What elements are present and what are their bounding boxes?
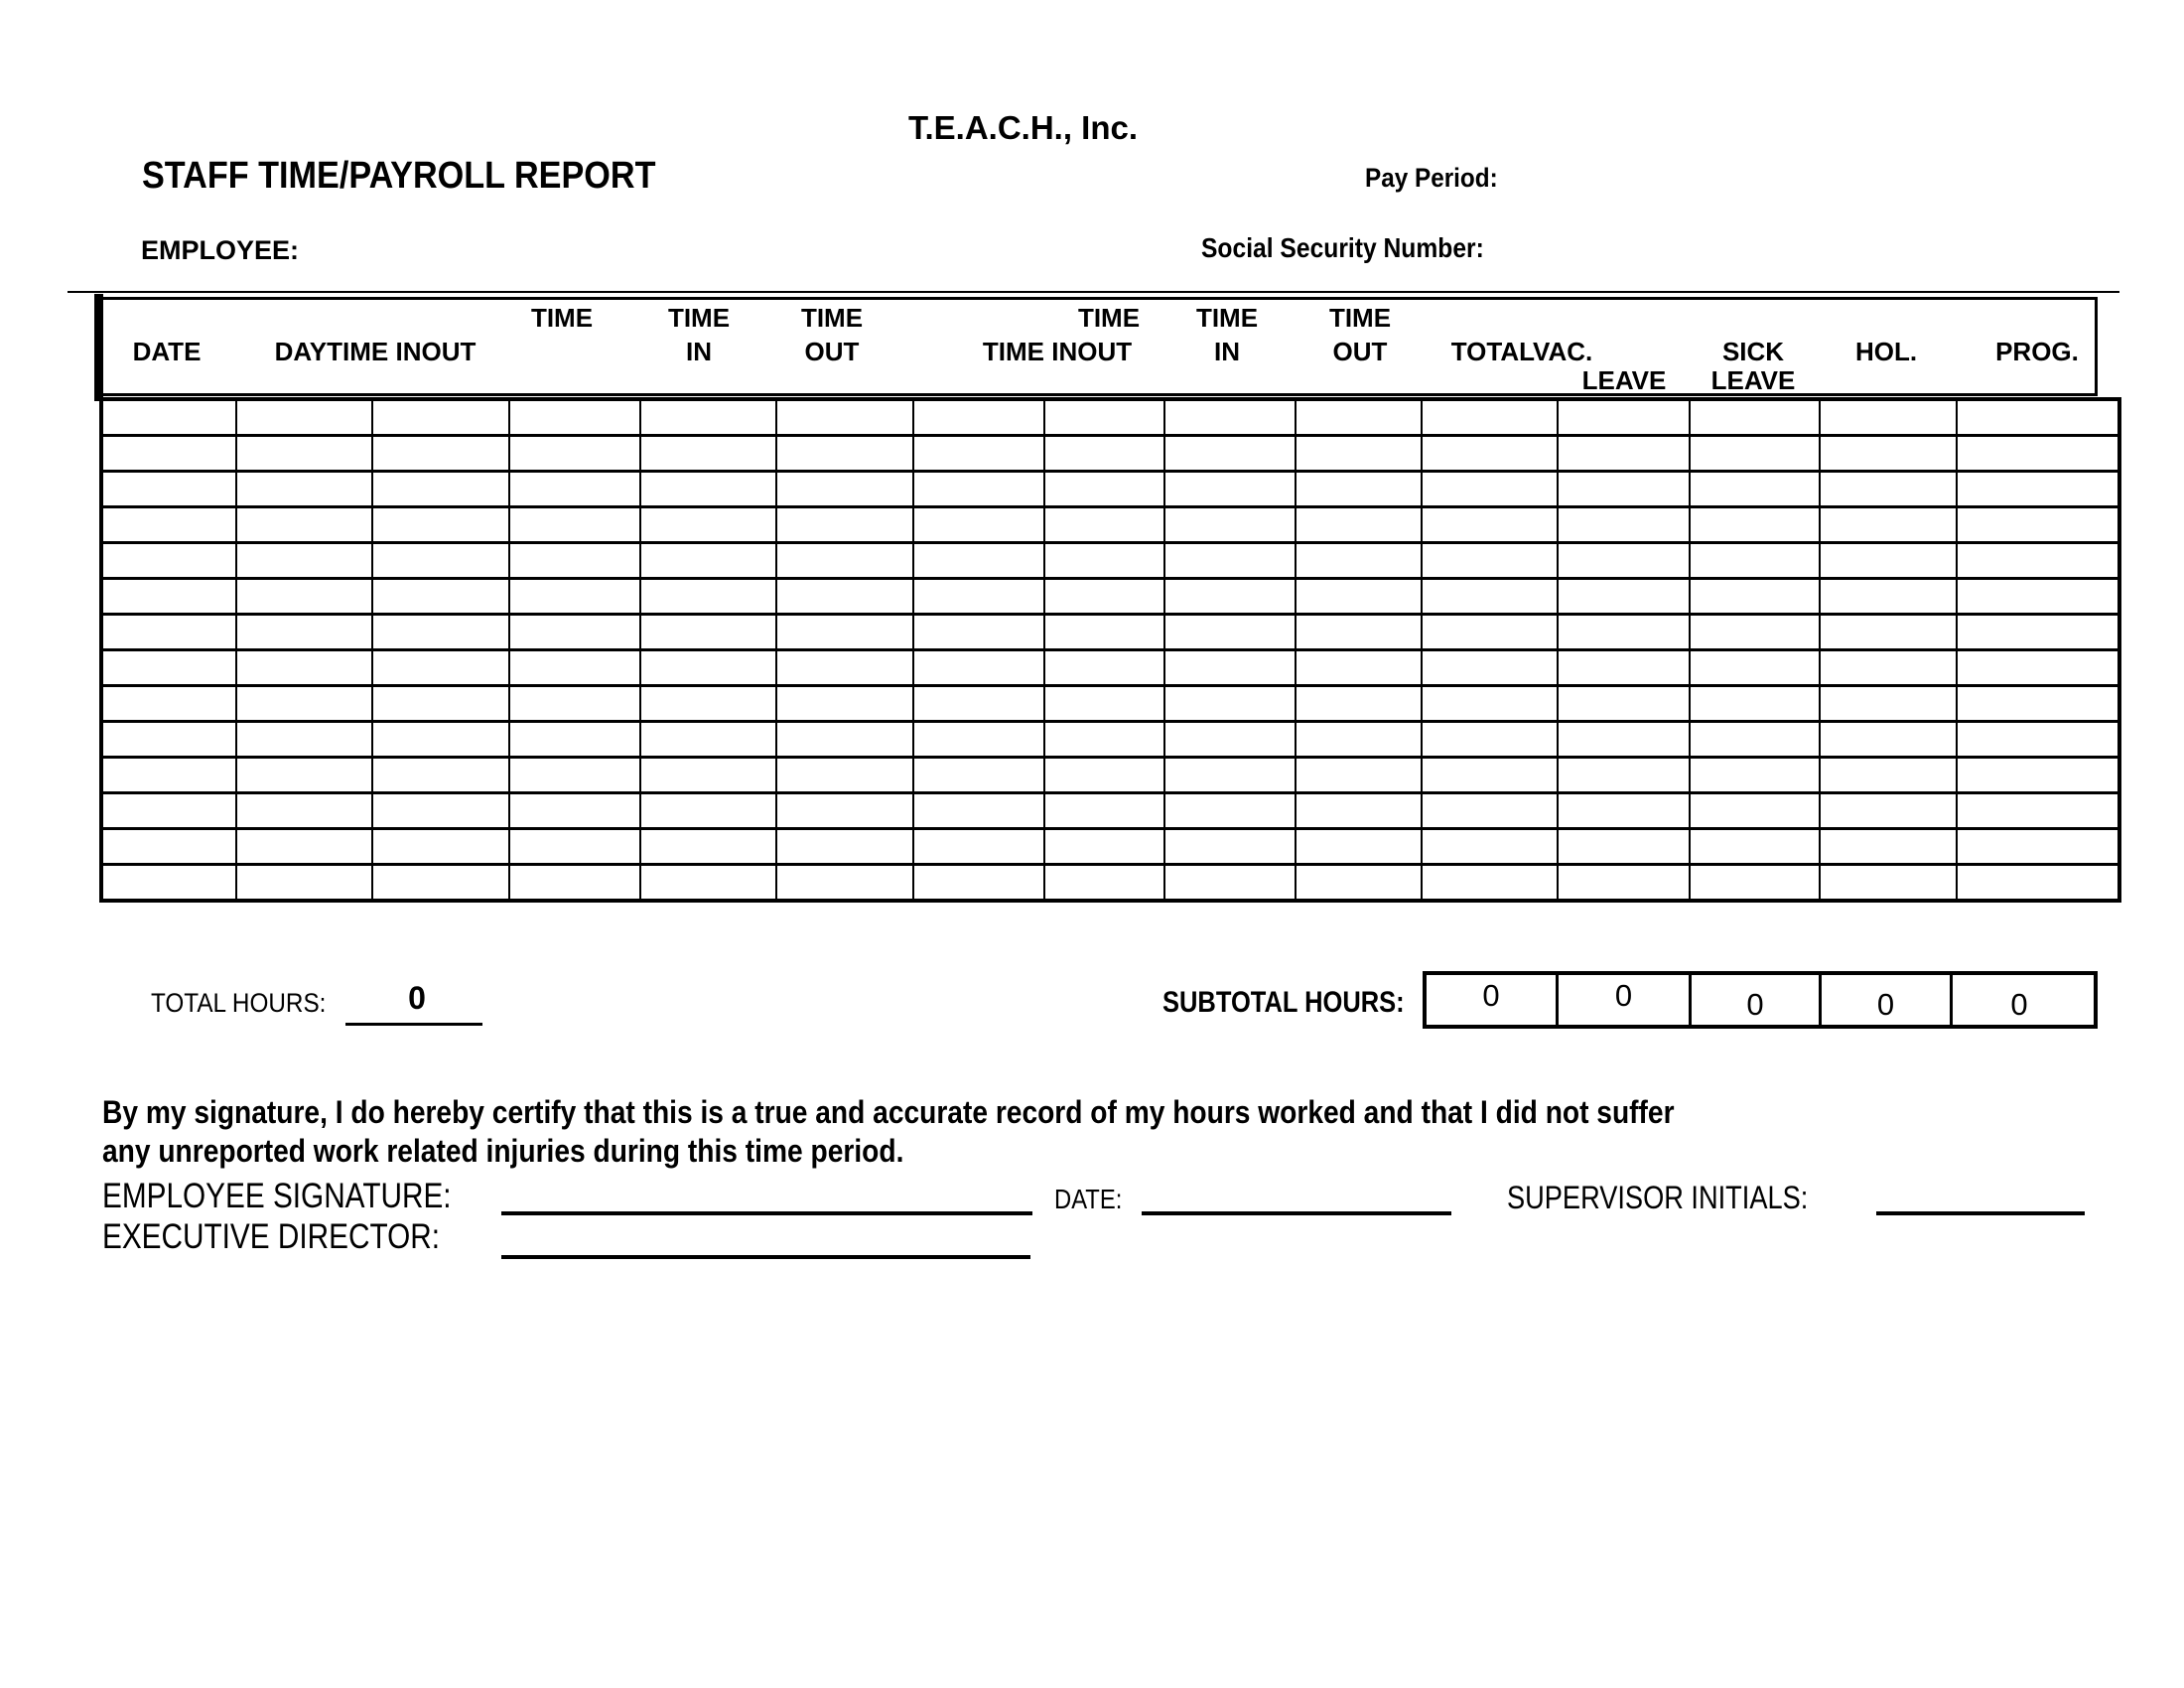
grid-cell[interactable] (101, 865, 236, 902)
grid-cell[interactable] (509, 865, 640, 902)
grid-cell[interactable] (1164, 543, 1296, 579)
grid-cell[interactable] (1558, 793, 1690, 829)
grid-cell[interactable] (509, 829, 640, 865)
header-time-6-label: TIME (1328, 303, 1392, 333)
grid-cell[interactable] (372, 758, 509, 793)
grid-cell[interactable] (1957, 472, 2119, 507)
grid-cell[interactable] (1044, 399, 1164, 436)
date-line[interactable] (1142, 1211, 1451, 1215)
supervisor-initials-line[interactable] (1876, 1211, 2085, 1215)
grid-cell[interactable] (1044, 722, 1164, 758)
grid-cell[interactable] (1690, 758, 1820, 793)
grid-cell[interactable] (640, 722, 776, 758)
grid-cell[interactable] (101, 399, 236, 436)
grid-cell[interactable] (640, 615, 776, 650)
employee-signature-label: EMPLOYEE SIGNATURE: (102, 1177, 452, 1215)
grid-cell[interactable] (236, 865, 372, 902)
grid-cell[interactable] (1044, 650, 1164, 686)
grid-cell[interactable] (1558, 436, 1690, 472)
grid-cell[interactable] (1296, 686, 1422, 722)
grid-cell[interactable] (640, 829, 776, 865)
header-time-2-label: TIME (667, 303, 731, 333)
grid-cell[interactable] (1164, 793, 1296, 829)
grid-cell[interactable] (1690, 865, 1820, 902)
total-hours-label: TOTAL HOURS: (151, 988, 327, 1018)
grid-row (101, 722, 2119, 758)
grid-cell[interactable] (913, 399, 1044, 436)
subtotal-cell-total: 0 (1427, 975, 1559, 1025)
grid-cell[interactable] (1820, 829, 1957, 865)
grid-cell[interactable] (1164, 829, 1296, 865)
top-rule (68, 291, 2119, 293)
grid-cell[interactable] (1820, 758, 1957, 793)
grid-cell[interactable] (1690, 793, 1820, 829)
grid-cell[interactable] (1690, 472, 1820, 507)
header-in-2-label: IN (1214, 337, 1240, 366)
executive-director-line[interactable] (501, 1255, 1030, 1259)
grid-cell[interactable] (509, 472, 640, 507)
grid-cell[interactable] (640, 650, 776, 686)
grid-cell[interactable] (1164, 436, 1296, 472)
grid-cell[interactable] (1558, 865, 1690, 902)
grid-cell[interactable] (1957, 507, 2119, 543)
grid-cell[interactable] (372, 579, 509, 615)
grid-cell[interactable] (101, 829, 236, 865)
grid-cell[interactable] (101, 793, 236, 829)
grid-cell[interactable] (1422, 793, 1558, 829)
grid-cell[interactable] (1044, 579, 1164, 615)
grid-cell[interactable] (1044, 686, 1164, 722)
grid-cell[interactable] (1164, 579, 1296, 615)
header-sick-label: SICK (1721, 337, 1785, 366)
header-out-2-label: OUT (1332, 337, 1388, 366)
grid-cell[interactable] (1164, 650, 1296, 686)
grid-cell[interactable] (1820, 579, 1957, 615)
grid-cell[interactable] (1957, 650, 2119, 686)
grid-cell[interactable] (101, 507, 236, 543)
grid-cell[interactable] (1957, 579, 2119, 615)
grid-cell[interactable] (101, 650, 236, 686)
grid-cell[interactable] (236, 686, 372, 722)
header-date-label: DATE (132, 337, 202, 366)
grid-cell[interactable] (776, 722, 913, 758)
grid-cell[interactable] (1422, 507, 1558, 543)
grid-cell[interactable] (101, 472, 236, 507)
grid-cell[interactable] (1957, 758, 2119, 793)
grid-cell[interactable] (1690, 399, 1820, 436)
grid-cell[interactable] (1558, 686, 1690, 722)
grid-cell[interactable] (236, 579, 372, 615)
grid-row (101, 650, 2119, 686)
header-sick-leave-label: LEAVE (1710, 365, 1796, 395)
grid-cell[interactable] (1558, 829, 1690, 865)
grid-cell[interactable] (509, 758, 640, 793)
grid-cell[interactable] (509, 686, 640, 722)
grid-cell[interactable] (236, 399, 372, 436)
grid-cell[interactable] (1957, 615, 2119, 650)
grid-cell[interactable] (372, 472, 509, 507)
grid-cell[interactable] (1422, 758, 1558, 793)
grid-cell[interactable] (236, 436, 372, 472)
grid-cell[interactable] (776, 829, 913, 865)
grid-cell[interactable] (640, 436, 776, 472)
grid-cell[interactable] (1044, 758, 1164, 793)
grid-cell[interactable] (372, 615, 509, 650)
grid-cell[interactable] (372, 793, 509, 829)
grid-cell[interactable] (1690, 686, 1820, 722)
grid-row (101, 793, 2119, 829)
grid-cell[interactable] (1422, 650, 1558, 686)
grid-cell[interactable] (236, 722, 372, 758)
grid-cell[interactable] (1820, 686, 1957, 722)
grid-cell[interactable] (509, 579, 640, 615)
grid-cell[interactable] (1558, 722, 1690, 758)
grid-cell[interactable] (236, 793, 372, 829)
grid-cell[interactable] (236, 758, 372, 793)
grid-cell[interactable] (1558, 650, 1690, 686)
subtotal-cell-vac: 0 (1559, 975, 1692, 1025)
grid-cell[interactable] (1820, 865, 1957, 902)
header-out-1-label: OUT (804, 337, 860, 366)
grid-cell[interactable] (913, 472, 1044, 507)
grid-cell[interactable] (913, 722, 1044, 758)
grid-cell[interactable] (1558, 399, 1690, 436)
grid-cell[interactable] (1690, 507, 1820, 543)
grid-cell[interactable] (913, 865, 1044, 902)
grid-cell[interactable] (1690, 436, 1820, 472)
grid-row (101, 399, 2119, 436)
header-time-inout-label: TIME INOUT (982, 337, 1133, 366)
header-hol-label: HOL. (1854, 337, 1918, 366)
grid-cell[interactable] (776, 758, 913, 793)
certification-line-2: any unreported work related injuries during this time period. (102, 1133, 904, 1169)
grid-cell[interactable] (913, 615, 1044, 650)
grid-cell[interactable] (372, 650, 509, 686)
grid-cell[interactable] (1957, 436, 2119, 472)
grid-cell[interactable] (1558, 507, 1690, 543)
header-in-1-label: IN (686, 337, 712, 366)
grid-cell[interactable] (776, 436, 913, 472)
grid-cell[interactable] (1957, 686, 2119, 722)
grid-row (101, 865, 2119, 902)
grid-cell[interactable] (640, 507, 776, 543)
subtotal-cell-prog: 0 (2010, 987, 2028, 1022)
grid-cell[interactable] (1422, 543, 1558, 579)
grid-cell[interactable] (776, 650, 913, 686)
grid-row (101, 758, 2119, 793)
subtotal-hours-label: SUBTOTAL HOURS: (1162, 986, 1405, 1019)
grid-cell[interactable] (1296, 472, 1422, 507)
grid-cell[interactable] (1690, 722, 1820, 758)
grid-cell[interactable] (640, 865, 776, 902)
grid-cell[interactable] (236, 650, 372, 686)
grid-cell[interactable] (1820, 650, 1957, 686)
grid-cell[interactable] (509, 615, 640, 650)
grid-cell[interactable] (913, 758, 1044, 793)
grid-cell[interactable] (640, 543, 776, 579)
grid-cell[interactable] (1820, 615, 1957, 650)
employee-label: EMPLOYEE: (141, 235, 300, 265)
grid-cell[interactable] (101, 436, 236, 472)
grid-cell[interactable] (1957, 829, 2119, 865)
grid-cell[interactable] (1164, 758, 1296, 793)
grid-cell[interactable] (913, 829, 1044, 865)
grid-cell[interactable] (776, 472, 913, 507)
grid-cell[interactable] (236, 543, 372, 579)
grid-cell[interactable] (1164, 722, 1296, 758)
grid-cell[interactable] (1422, 436, 1558, 472)
grid-cell[interactable] (236, 829, 372, 865)
grid-cell[interactable] (1296, 615, 1422, 650)
grid-cell[interactable] (372, 722, 509, 758)
grid-cell[interactable] (1422, 686, 1558, 722)
grid-row (101, 472, 2119, 507)
grid-cell[interactable] (1044, 472, 1164, 507)
grid-cell[interactable] (1422, 399, 1558, 436)
header-time-3-label: TIME (800, 303, 864, 333)
grid-cell[interactable] (1422, 579, 1558, 615)
grid-cell[interactable] (1296, 722, 1422, 758)
grid-cell[interactable] (640, 579, 776, 615)
supervisor-initials-label: SUPERVISOR INITIALS: (1507, 1180, 1809, 1215)
grid-row (101, 579, 2119, 615)
grid-cell[interactable] (1044, 865, 1164, 902)
subtotal-box (1423, 971, 2098, 1029)
grid-cell[interactable] (1044, 436, 1164, 472)
grid-cell[interactable] (776, 615, 913, 650)
grid-row (101, 829, 2119, 865)
ssn-label: Social Security Number: (1201, 232, 1484, 263)
grid-cell[interactable] (372, 865, 509, 902)
grid-cell[interactable] (1558, 579, 1690, 615)
grid-cell[interactable] (1558, 758, 1690, 793)
grid-cell[interactable] (640, 472, 776, 507)
grid-cell[interactable] (1558, 472, 1690, 507)
grid-cell[interactable] (372, 507, 509, 543)
grid-cell[interactable] (776, 507, 913, 543)
grid-cell[interactable] (913, 543, 1044, 579)
grid-cell[interactable] (913, 686, 1044, 722)
header-vac-leave-label: LEAVE (1581, 365, 1667, 395)
grid-row (101, 686, 2119, 722)
grid-cell[interactable] (1044, 615, 1164, 650)
header-prog-label: PROG. (1995, 337, 2079, 366)
grid-cell[interactable] (101, 758, 236, 793)
grid-cell[interactable] (1044, 829, 1164, 865)
grid-cell[interactable] (1820, 793, 1957, 829)
grid-cell[interactable] (509, 436, 640, 472)
grid-cell[interactable] (776, 865, 913, 902)
grid-cell[interactable] (1820, 543, 1957, 579)
grid-cell[interactable] (236, 472, 372, 507)
report-title: STAFF TIME/PAYROLL REPORT (142, 155, 656, 197)
header-time-1-label: TIME (530, 303, 594, 333)
grid-cell[interactable] (776, 579, 913, 615)
date-label: DATE: (1054, 1184, 1123, 1214)
grid-cell[interactable] (101, 543, 236, 579)
grid-cell[interactable] (1296, 579, 1422, 615)
grid-cell[interactable] (776, 543, 913, 579)
grid-cell[interactable] (1422, 615, 1558, 650)
grid-cell[interactable] (372, 686, 509, 722)
grid-row (101, 507, 2119, 543)
time-grid (99, 397, 2121, 903)
header-time-5-label: TIME (1195, 303, 1259, 333)
grid-cell[interactable] (1164, 865, 1296, 902)
grid-cell[interactable] (101, 722, 236, 758)
grid-cell[interactable] (1296, 829, 1422, 865)
grid-cell[interactable] (372, 436, 509, 472)
grid-cell[interactable] (1820, 507, 1957, 543)
grid-cell[interactable] (236, 615, 372, 650)
grid-cell[interactable] (1957, 865, 2119, 902)
grid-cell[interactable] (1690, 829, 1820, 865)
grid-cell[interactable] (1044, 507, 1164, 543)
grid-cell[interactable] (1422, 722, 1558, 758)
grid-cell[interactable] (1820, 399, 1957, 436)
grid-row (101, 543, 2119, 579)
grid-cell[interactable] (1296, 650, 1422, 686)
grid-cell[interactable] (1296, 399, 1422, 436)
grid-cell[interactable] (1164, 472, 1296, 507)
grid-cell[interactable] (640, 686, 776, 722)
time-grid-body (101, 399, 2119, 901)
grid-cell[interactable] (1957, 793, 2119, 829)
grid-cell[interactable] (1558, 615, 1690, 650)
grid-cell[interactable] (1296, 507, 1422, 543)
grid-row (101, 436, 2119, 472)
grid-cell[interactable] (1296, 436, 1422, 472)
company-title: T.E.A.C.H., Inc. (908, 109, 1139, 146)
grid-cell[interactable] (1296, 793, 1422, 829)
grid-cell[interactable] (509, 507, 640, 543)
grid-cell[interactable] (776, 686, 913, 722)
header-day-time-inout-label: DAYTIME INOUT (274, 337, 477, 366)
grid-cell[interactable] (913, 436, 1044, 472)
grid-cell[interactable] (509, 650, 640, 686)
pay-period-label: Pay Period: (1365, 163, 1498, 193)
grid-cell[interactable] (913, 793, 1044, 829)
grid-cell[interactable] (913, 579, 1044, 615)
grid-cell[interactable] (1044, 543, 1164, 579)
grid-cell[interactable] (1820, 472, 1957, 507)
grid-cell[interactable] (509, 399, 640, 436)
grid-cell[interactable] (1296, 865, 1422, 902)
employee-signature-line[interactable] (501, 1211, 1032, 1215)
grid-cell[interactable] (372, 829, 509, 865)
grid-cell[interactable] (101, 615, 236, 650)
grid-cell[interactable] (640, 793, 776, 829)
grid-cell[interactable] (1164, 399, 1296, 436)
grid-cell[interactable] (1164, 686, 1296, 722)
grid-cell[interactable] (640, 399, 776, 436)
grid-cell[interactable] (1044, 793, 1164, 829)
header-time-4-label: TIME (1077, 303, 1141, 333)
grid-cell[interactable] (372, 543, 509, 579)
grid-cell[interactable] (913, 650, 1044, 686)
grid-cell[interactable] (1296, 758, 1422, 793)
grid-cell[interactable] (509, 543, 640, 579)
grid-cell[interactable] (1422, 472, 1558, 507)
grid-cell[interactable] (1296, 543, 1422, 579)
grid-cell[interactable] (1690, 650, 1820, 686)
grid-cell[interactable] (1820, 436, 1957, 472)
grid-cell[interactable] (509, 793, 640, 829)
certification-line-1: By my signature, I do hereby certify that this is a true and accurate record of my hours worked and that I did not suffer (102, 1094, 1675, 1130)
grid-cell[interactable] (913, 507, 1044, 543)
grid-row (101, 615, 2119, 650)
grid-cell[interactable] (640, 758, 776, 793)
grid-cell[interactable] (1690, 615, 1820, 650)
grid-cell[interactable] (509, 722, 640, 758)
total-hours-value: 0 (408, 980, 426, 1016)
grid-cell[interactable] (1690, 579, 1820, 615)
grid-cell[interactable] (776, 399, 913, 436)
grid-cell[interactable] (1957, 543, 2119, 579)
grid-cell[interactable] (1164, 615, 1296, 650)
grid-cell[interactable] (1957, 722, 2119, 758)
grid-cell[interactable] (1690, 543, 1820, 579)
subtotal-cell-hol: 0 (1822, 975, 1953, 1025)
grid-cell[interactable] (1164, 507, 1296, 543)
grid-cell[interactable] (1957, 399, 2119, 436)
total-hours-underline (345, 1023, 482, 1026)
grid-cell[interactable] (1422, 865, 1558, 902)
grid-cell[interactable] (1558, 543, 1690, 579)
grid-cell[interactable] (776, 793, 913, 829)
grid-cell[interactable] (372, 399, 509, 436)
grid-cell[interactable] (101, 579, 236, 615)
grid-cell[interactable] (1820, 722, 1957, 758)
subtotal-cell-sick: 0 (1692, 975, 1822, 1025)
grid-cell[interactable] (1422, 829, 1558, 865)
grid-cell[interactable] (101, 686, 236, 722)
executive-director-label: EXECUTIVE DIRECTOR: (102, 1217, 440, 1256)
grid-cell[interactable] (236, 507, 372, 543)
header-total-vac-label: TOTALVAC. (1450, 337, 1593, 366)
